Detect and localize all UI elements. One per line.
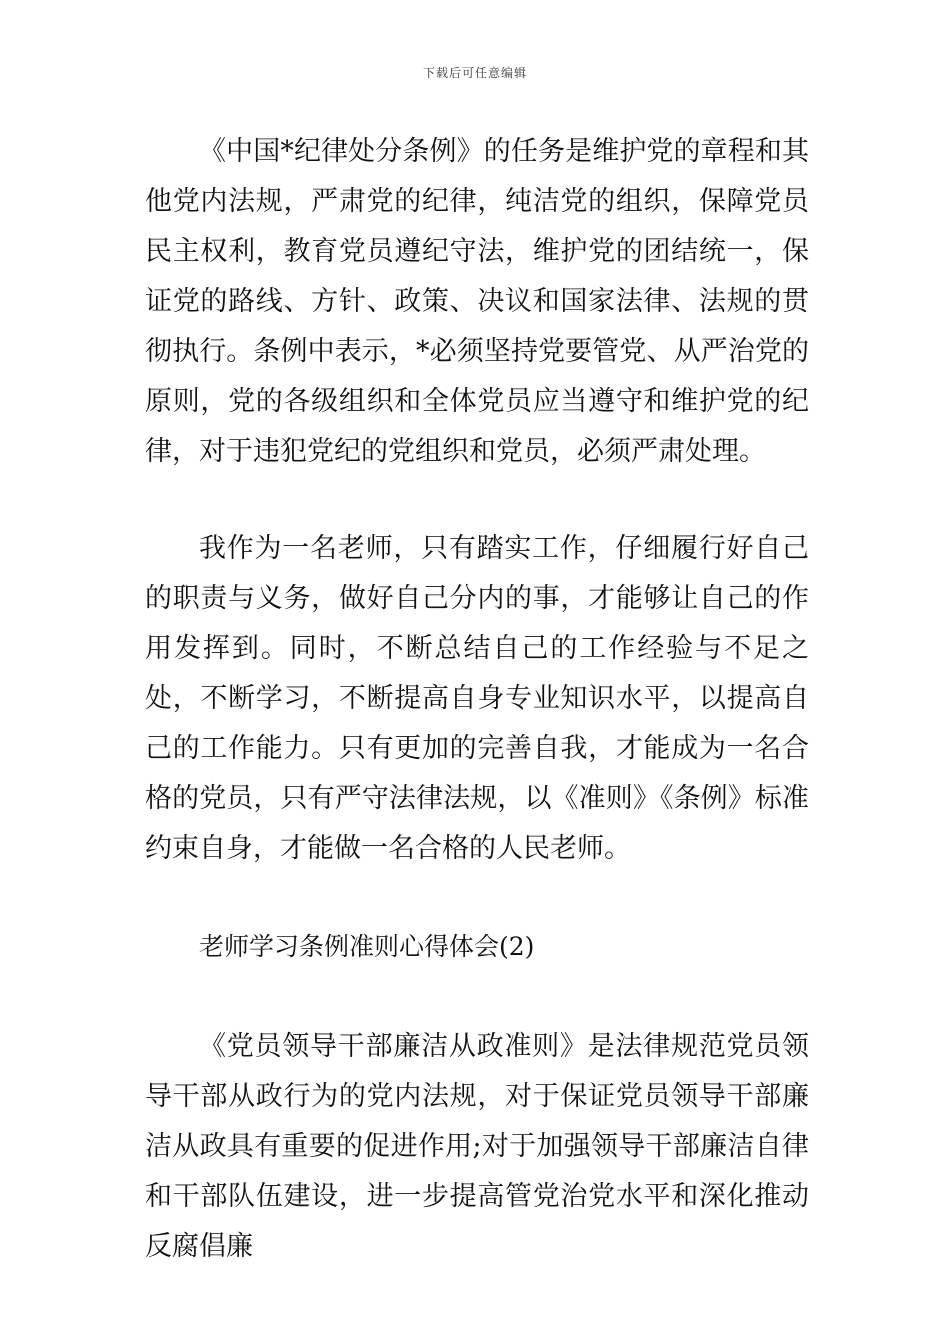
paragraph-2: 我作为一名老师，只有踏实工作，仔细履行好自己的职责与义务，做好自己分内的事，才能够让自己的作用发挥到。同时，不断总结自己的工作经验与不足之处，不断学习，不断提高自身专业知识水平，以提高自己的工作能力。只有更加的完善自我，才能成为一名合格的党员，只有严守法律法规，以《准则》《条例》标准约束自身，才能做一名合格的人民老师。 [145, 533, 809, 864]
paragraph-1: 《中国*纪律处分条例》的任务是维护党的章程和其他党内法规，严肃党的纪律，纯洁党的组织，保障党员民主权利，教育党员遵纪守法，维护党的团结统一，保证党的路线、方针、政策、决议和国家法律、法规的贯彻执行。条例中表示，*必须坚持党要管党、从严治党的原则，党的各级组织和全体党员应当遵守和维护党的纪律，对于违犯党纪的党组织和党员，必须严肃处理。 [145, 136, 809, 467]
section-heading: 老师学习条例准则心得体会(2) [199, 932, 535, 961]
header-note: 下载后可任意编辑 [422, 66, 527, 80]
paragraph-3: 《党员领导干部廉洁从政准则》是法律规范党员领导干部从政行为的党内法规，对于保证党员领导干部廉洁从政具有重要的促进作用;对于加强领导干部廉洁自律和干部队伍建设，进一步提高管党治党水平和深化推动反腐倡廉 [145, 1031, 809, 1262]
